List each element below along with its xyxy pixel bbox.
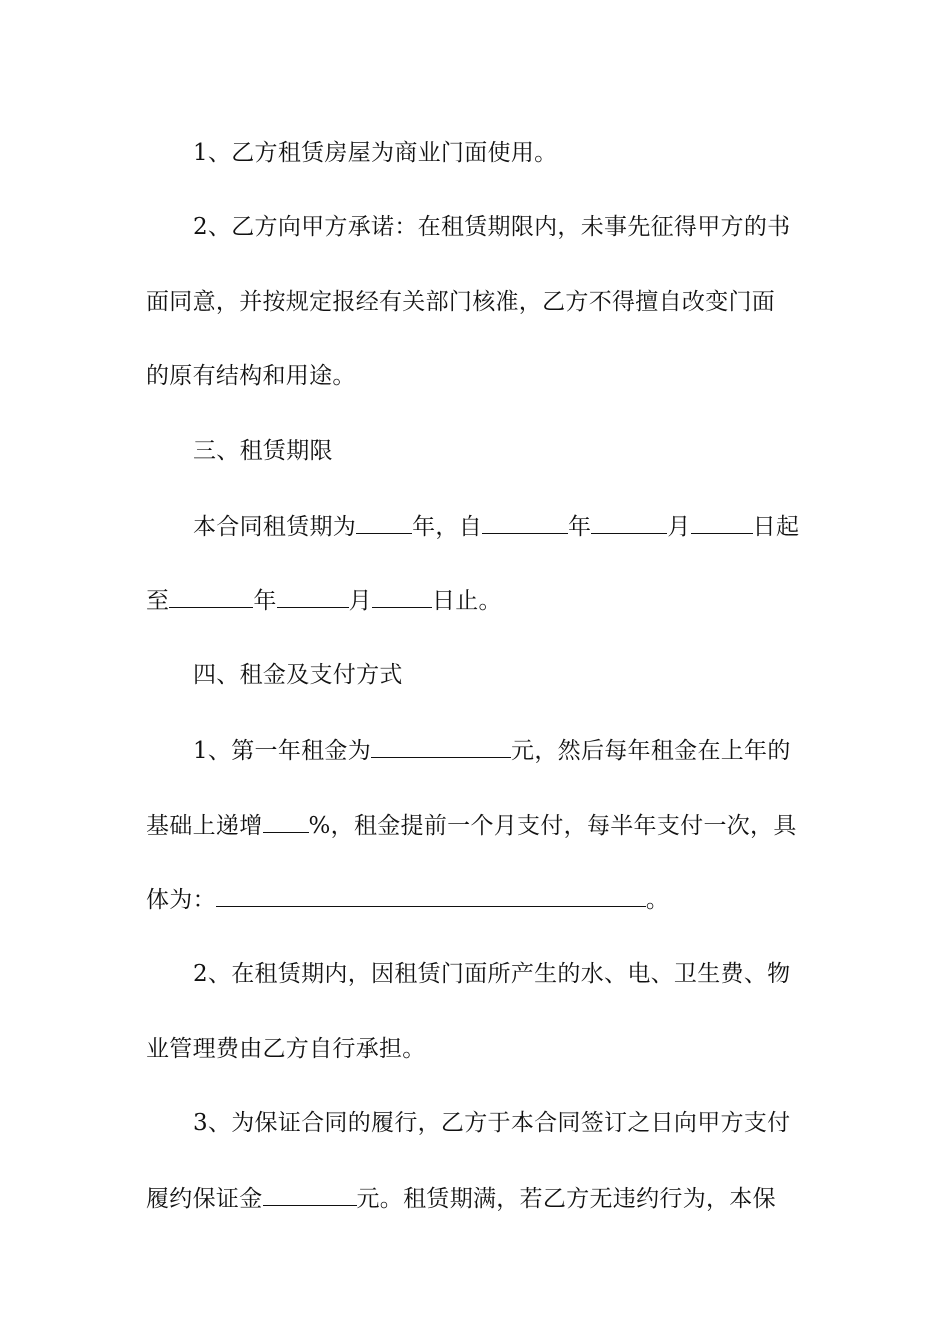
text-segment: 基础上递增: [146, 813, 263, 839]
text-segment: 至: [146, 588, 170, 614]
text-segment: 月: [348, 588, 372, 614]
clause-line: 面同意，并按规定报经有关部门核准，乙方不得擅自改变门面: [146, 289, 776, 315]
text-segment: 日止。: [431, 588, 502, 614]
clause-line: [146, 1183, 806, 1214]
clause-line: [193, 511, 853, 542]
clause-line: [146, 884, 806, 915]
clause-line: 3、为保证合同的履行，乙方于本合同签订之日向甲方支付: [193, 1110, 791, 1136]
clause-line: 2、乙方向甲方承诺：在租赁期限内，未事先征得甲方的书: [193, 214, 791, 240]
clause-line: 1、乙方租赁房屋为商业门面使用。: [193, 140, 558, 166]
text-segment: 年: [568, 514, 592, 540]
section-heading: 三、租赁期限: [193, 438, 333, 464]
clause-line: [146, 810, 806, 841]
text-segment: 年，自: [412, 514, 483, 540]
fill-blank: [372, 585, 432, 608]
section-heading: 四、租金及支付方式: [193, 662, 403, 688]
text-segment: 元，然后每年租金在上年的: [511, 738, 791, 764]
clause-line: 的原有结构和用途。: [146, 363, 356, 389]
text-segment: %，租金提前一个月支付，每半年支付一次，具: [308, 813, 797, 839]
text-segment: 月: [667, 514, 691, 540]
text-segment: 年: [253, 588, 277, 614]
clause-line: [193, 735, 853, 766]
fill-blank: [277, 585, 349, 608]
text-segment: 元。租赁期满，若乙方无违约行为，本保: [356, 1186, 776, 1212]
fill-blank: [263, 810, 309, 833]
clause-line: 2、在租赁期内，因租赁门面所产生的水、电、卫生费、物: [193, 961, 791, 987]
fill-blank: [591, 511, 667, 534]
clause-line: [146, 585, 806, 616]
text-segment: 体为：: [146, 887, 216, 913]
fill-blank: [691, 511, 753, 534]
fill-blank: [356, 511, 412, 534]
text-segment: 1、第一年租金为: [193, 738, 372, 764]
fill-blank: [263, 1183, 357, 1206]
text-segment: 履约保证金: [146, 1186, 263, 1212]
text-segment: 本合同租赁期为: [193, 514, 357, 540]
fill-blank: [482, 511, 568, 534]
fill-blank: [216, 884, 646, 907]
fill-blank: [169, 585, 253, 608]
clause-line: 业管理费由乙方自行承担。: [146, 1036, 426, 1062]
fill-blank: [371, 735, 511, 758]
text-segment: 日起: [752, 514, 800, 540]
text-segment: 。: [645, 887, 670, 913]
